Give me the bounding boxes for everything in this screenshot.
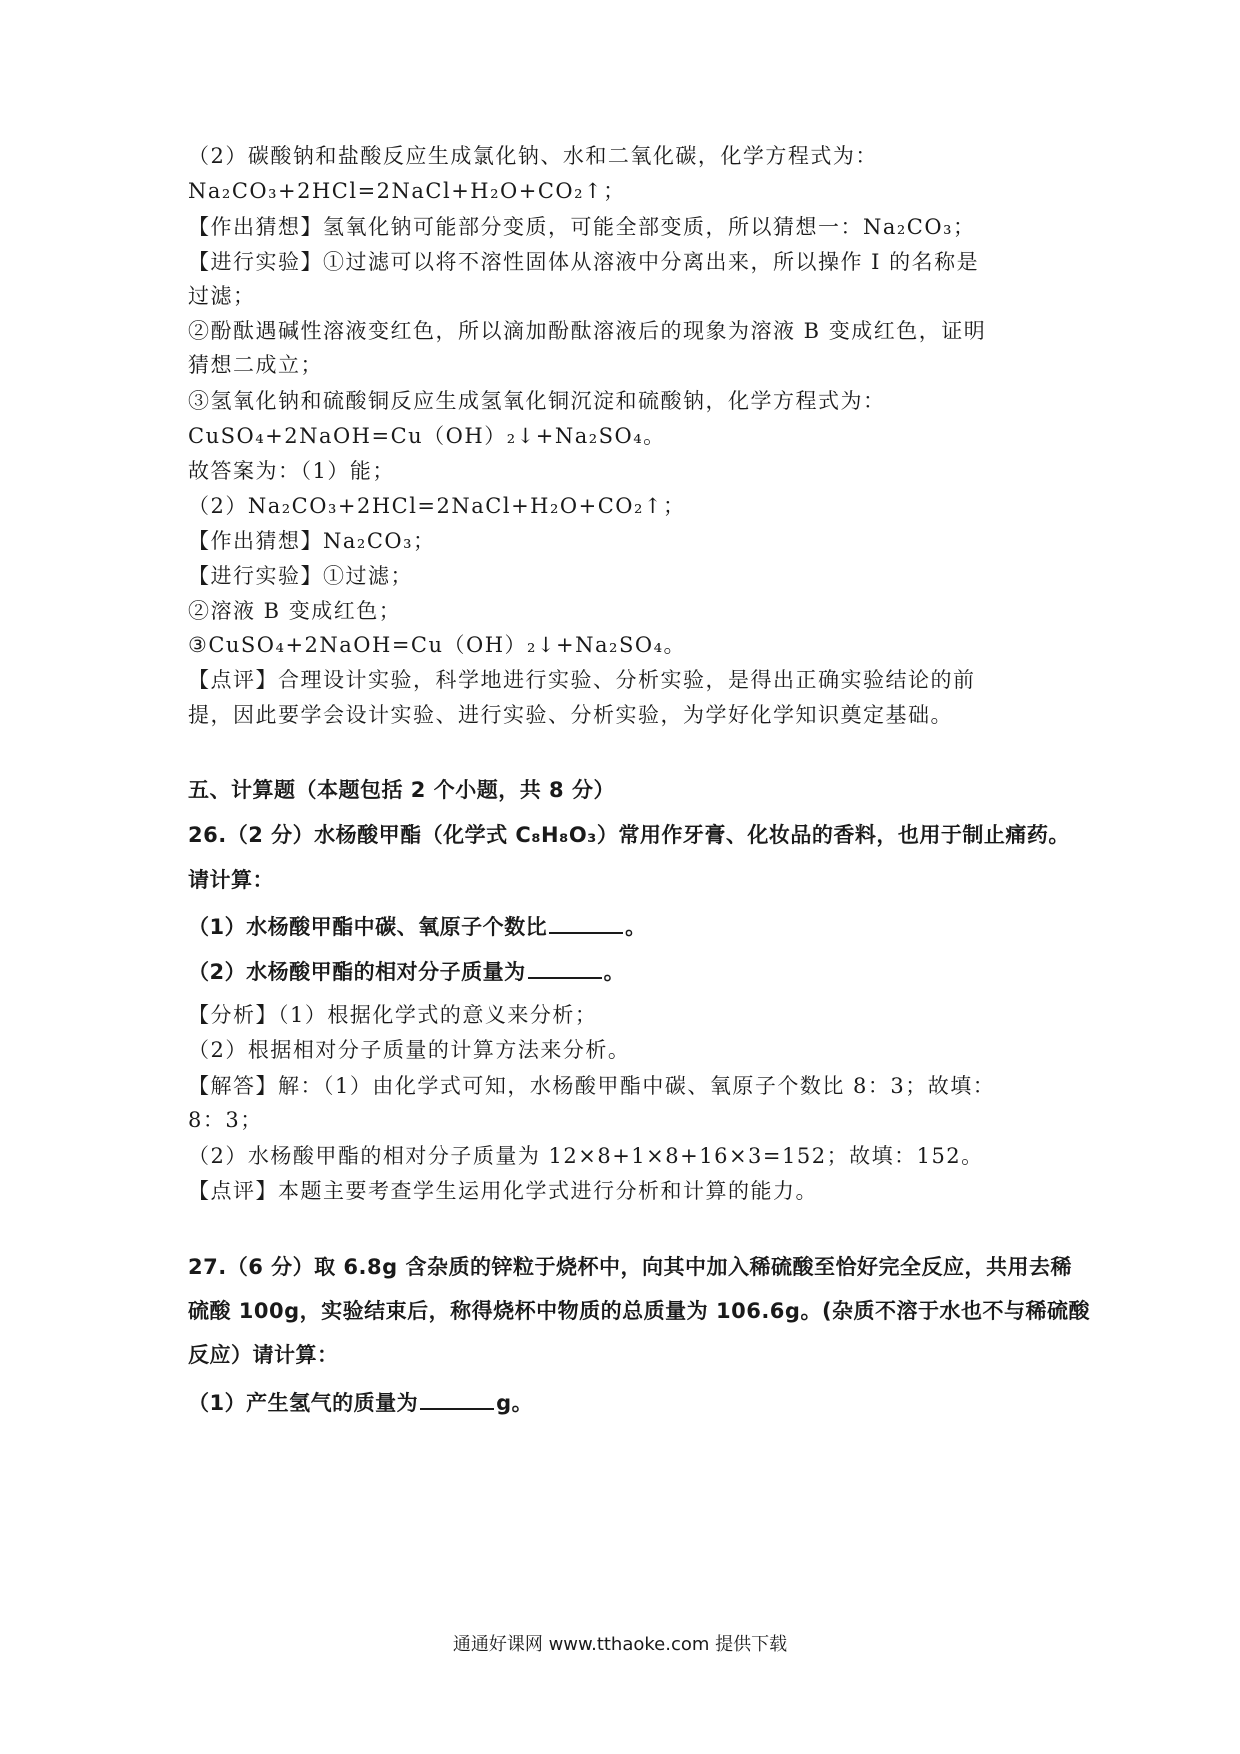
text-line: ③氢氧化钠和硫酸铜反应生成氢氧化铜沉淀和硫酸钠，化学方程式为： [188, 389, 886, 413]
text-line: ②溶液 B 变成红色； [188, 599, 402, 623]
solution-line: 【解答】解：（1）由化学式可知，水杨酸甲酯中碳、氧原子个数比 8：3；故填： [188, 1074, 996, 1098]
text-line: 猜想二成立； [188, 353, 323, 377]
solution-line: 8：3； [188, 1108, 263, 1132]
question-26-part-2: （2）水杨酸甲酯的相对分子质量为 。 [188, 955, 1068, 987]
question-27-part-1: （1）产生氢气的质量为 g。 [188, 1386, 1068, 1418]
equation-line: CuSO₄+2NaOH=Cu（OH）₂↓+Na₂SO₄。 [188, 424, 666, 448]
solution-line: （2）水杨酸甲酯的相对分子质量为 12×8+1×8+16×3=152；故填：152。 [188, 1144, 984, 1168]
section-heading: 五、计算题（本题包括 2 个小题，共 8 分） [188, 778, 615, 802]
question-27-stem: 反应）请计算： [188, 1343, 339, 1367]
text-line: 【进行实验】①过滤； [188, 564, 413, 588]
text-line: 提，因此要学会设计实验、进行实验、分析实验，为学好化学知识奠定基础。 [188, 703, 953, 727]
question-27-stem: 硫酸 100g，实验结束后，称得烧杯中物质的总质量为 106.6g。(杂质不溶于水也不与稀硫酸 [188, 1299, 1091, 1323]
text-line: 【进行实验】①过滤可以将不溶性固体从溶液中分离出来，所以操作 I 的名称是 [188, 250, 980, 274]
answer-blank [528, 955, 602, 979]
comment-line: 【点评】本题主要考查学生运用化学式进行分析和计算的能力。 [188, 1179, 818, 1203]
page-footer: 通通好课网 www.tthaoke.com 提供下载 [452, 1634, 788, 1655]
question-26-ask: 请计算： [188, 868, 274, 892]
text-line: 过滤； [188, 284, 256, 308]
text-line: 故答案为：（1）能； [188, 459, 395, 483]
answer-blank [420, 1386, 494, 1410]
text-line: （2）碳酸钠和盐酸反应生成氯化钠、水和二氧化碳，化学方程式为： [188, 144, 878, 168]
equation-line: Na₂CO₃+2HCl=2NaCl+H₂O+CO₂↑； [188, 179, 626, 203]
text-line: 【点评】合理设计实验，科学地进行实验、分析实验，是得出正确实验结论的前 [188, 668, 976, 692]
answer-blank [549, 910, 623, 934]
analysis-line: 【分析】（1）根据化学式的意义来分析； [188, 1003, 598, 1027]
text-line: 【作出猜想】氢氧化钠可能部分变质，可能全部变质，所以猜想一：Na₂CO₃； [188, 215, 976, 239]
text-line: ②酚酞遇碱性溶液变红色，所以滴加酚酞溶液后的现象为溶液 B 变成红色，证明 [188, 319, 987, 343]
question-26-part-1: （1）水杨酸甲酯中碳、氧原子个数比 。 [188, 910, 1068, 942]
analysis-line: （2）根据相对分子质量的计算方法来分析。 [188, 1038, 631, 1062]
text-line: 【作出猜想】Na₂CO₃； [188, 529, 436, 553]
equation-line: ③CuSO₄+2NaOH=Cu（OH）₂↓+Na₂SO₄。 [188, 633, 686, 657]
question-26-stem: 26.（2 分）水杨酸甲酯（化学式 C₈H₈O₃）常用作牙膏、化妆品的香料，也用于制止痛药。 [188, 823, 1070, 847]
question-27-stem: 27.（6 分）取 6.8g 含杂质的锌粒于烧杯中，向其中加入稀硫酸至恰好完全反应，共用去稀 [188, 1255, 1072, 1279]
equation-line: （2）Na₂CO₃+2HCl=2NaCl+H₂O+CO₂↑； [188, 494, 686, 518]
